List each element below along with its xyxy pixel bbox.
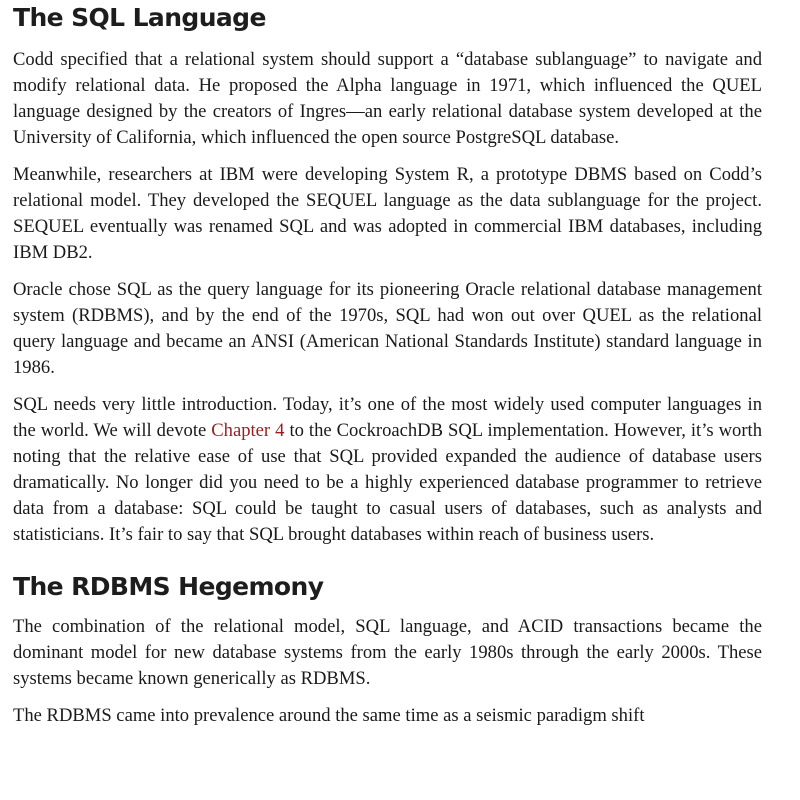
section-heading-rdbms-hegemony: The RDBMS Hegemony	[13, 572, 324, 601]
paragraph-rdbms-prevalence: The RDBMS came into prevalence around the same time as a seismic paradigm shift	[13, 705, 645, 726]
paragraph-oracle-sql: Oracle chose SQL as the query language for its pioneering Oracle relational database management system (RDBMS), and by the end of the 1970s, SQL had won out over QUEL as the relational query language and became an ANSI (American National Standards Institute) standard language in 1986.	[13, 279, 762, 378]
paragraph-ibm-system-r: Meanwhile, researchers at IBM were developing System R, a prototype DBMS based on Codd’s relational model. They developed the SEQUEL language as the data sublanguage for the project. SEQUEL eventually was renamed SQL and was adopted in commercial IBM databases, including IBM DB2.	[13, 164, 762, 263]
section-heading-sql-language: The SQL Language	[13, 3, 266, 32]
paragraph-text-after-link: to the CockroachDB SQL implementation. However, it’s worth noting that the relative ease of use that SQL provided expanded the audience of database users dramatically. No longer did you need to be a highly experienced database programmer to retrieve data from a database: SQL could be taught to casual users of databases, such as analysts and statisticians. It’s fair to say that SQL brought databases within reach of business users.	[13, 420, 763, 545]
paragraph-dominant-model: The combination of the relational model, SQL language, and ACID transactions became the dominant model for new database systems from the early 1980s through the early 2000s. These systems became known generically as RDBMS.	[13, 616, 762, 689]
paragraph-text-before-link: SQL needs very little introduction. Today, it’s one of the most widely used computer languages in the world. We will devote	[13, 394, 762, 441]
paragraph-codd-sublanguage: Codd specified that a relational system should support a “database sublanguage” to navigate and modify relational data. He proposed the Alpha language in 1971, which influenced the QUEL language designed by the creators of Ingres—an early relational database system developed at the University of California, which influenced the open source PostgreSQL database.	[13, 49, 762, 148]
paragraph-sql-introduction	[13, 392, 762, 548]
chapter-4-link[interactable]: Chapter 4	[211, 420, 285, 441]
